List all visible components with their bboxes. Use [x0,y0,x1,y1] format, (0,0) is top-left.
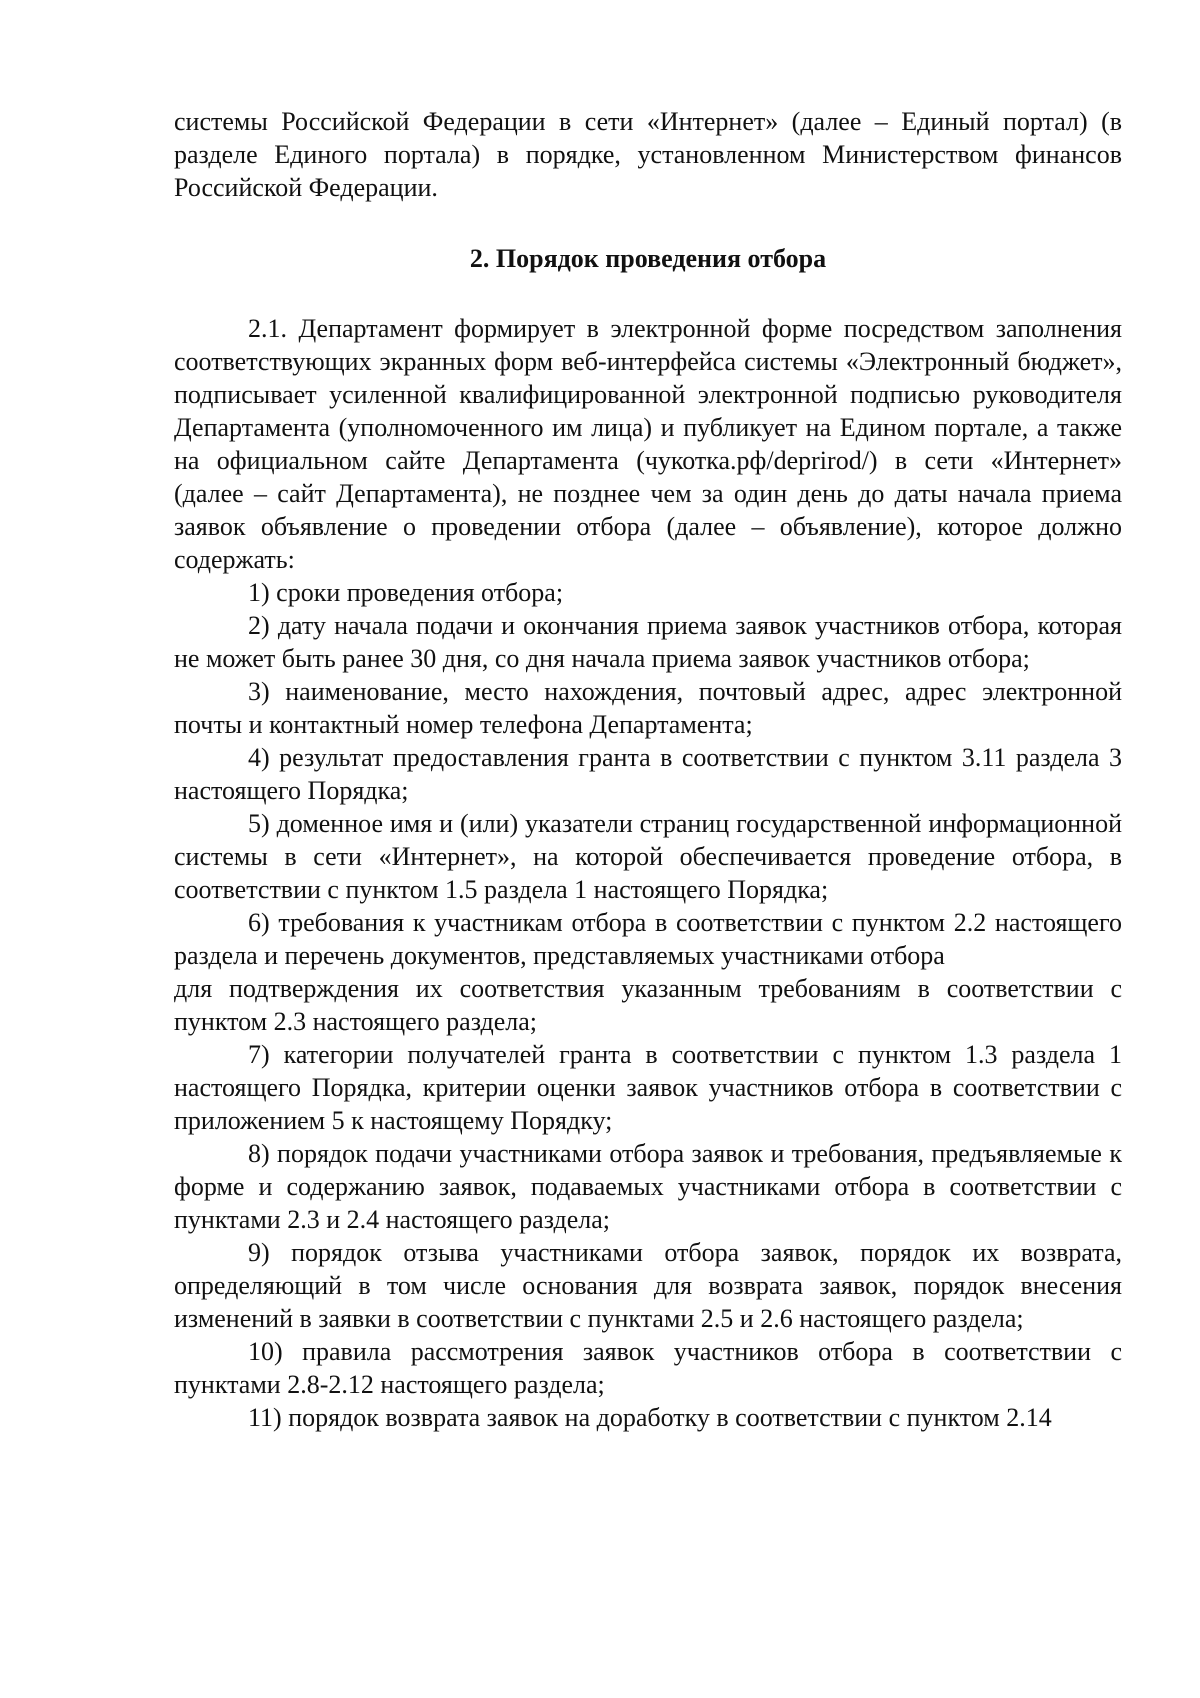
list-item-10: 10) правила рассмотрения заявок участников отбора в соответствии с пунктами 2.8-2.12 настоящего раздела; [174,1337,1122,1399]
list-item-1: 1) сроки проведения отбора; [248,578,564,607]
list-item-5: 5) доменное имя и (или) указатели страниц государственной информационной системы в сети «Интернет», на которой обеспечивается проведение отбора, в соответствии с пунктом 1.5 раздела 1 настоящего Порядка; [174,809,1122,904]
intro-paragraph: системы Российской Федерации в сети «Интернет» (далее – Единый портал) (в разделе Единого портала) в порядке, установленном Министерством финансов Российской Федерации. [174,107,1122,202]
section-heading: 2. Порядок проведения отбора [469,244,827,273]
list-item-8: 8) порядок подачи участниками отбора заявок и требования, предъявляемые к форме и содержанию заявок, подаваемых участниками отбора в соответствии с пунктами 2.3 и 2.4 настоящего раздела; [174,1139,1122,1234]
list-item-11: 11) порядок возврата заявок на доработку в соответствии с пунктом 2.14 [248,1403,1052,1432]
list-item-3: 3) наименование, место нахождения, почтовый адрес, адрес электронной почты и контактный номер телефона Департамента; [174,677,1122,739]
list-item-4: 4) результат предоставления гранта в соответствии с пунктом 3.11 раздела 3 настоящего Порядка; [174,743,1122,805]
list-item-6-continuation: для подтверждения их соответствия указанным требованиям в соответствии с пунктом 2.3 настоящего раздела; [174,974,1122,1036]
list-item-9: 9) порядок отзыва участниками отбора заявок, порядок их возврата, определяющий в том числе основания для возврата заявок, порядок внесения изменений в заявки в соответствии с пунктами 2.5 и 2.6 настоящего раздела; [174,1238,1122,1333]
list-item-2: 2) дату начала подачи и окончания приема заявок участников отбора, которая не может быть ранее 30 дня, со дня начала приема заявок участников отбора; [174,611,1122,673]
list-item-7: 7) категории получателей гранта в соответствии с пунктом 1.3 раздела 1 настоящего Порядка, критерии оценки заявок участников отбора в соответствии с приложением 5 к настоящему Порядку; [174,1040,1122,1135]
document-page [174,105,1122,1434]
paragraph-2-1: 2.1. Департамент формирует в электронной форме посредством заполнения соответствующих экранных форм веб-интерфейса системы «Электронный бюджет», подписывает усиленной квалифицированной электронной подписью руководителя Департамента (уполномоченного им лица) и публикует на Едином портале, а также на официальном сайте Департамента (чукотка.рф/deprirod/) в сети «Интернет» (далее – сайт Департамента), не позднее чем за один день до даты начала приема заявок объявление о проведении отбора (далее – объявление), которое должно содержать: [174,314,1122,574]
list-item-6: 6) требования к участникам отбора в соответствии с пунктом 2.2 настоящего раздела и перечень документов, представляемых участниками отбора [174,908,1122,970]
